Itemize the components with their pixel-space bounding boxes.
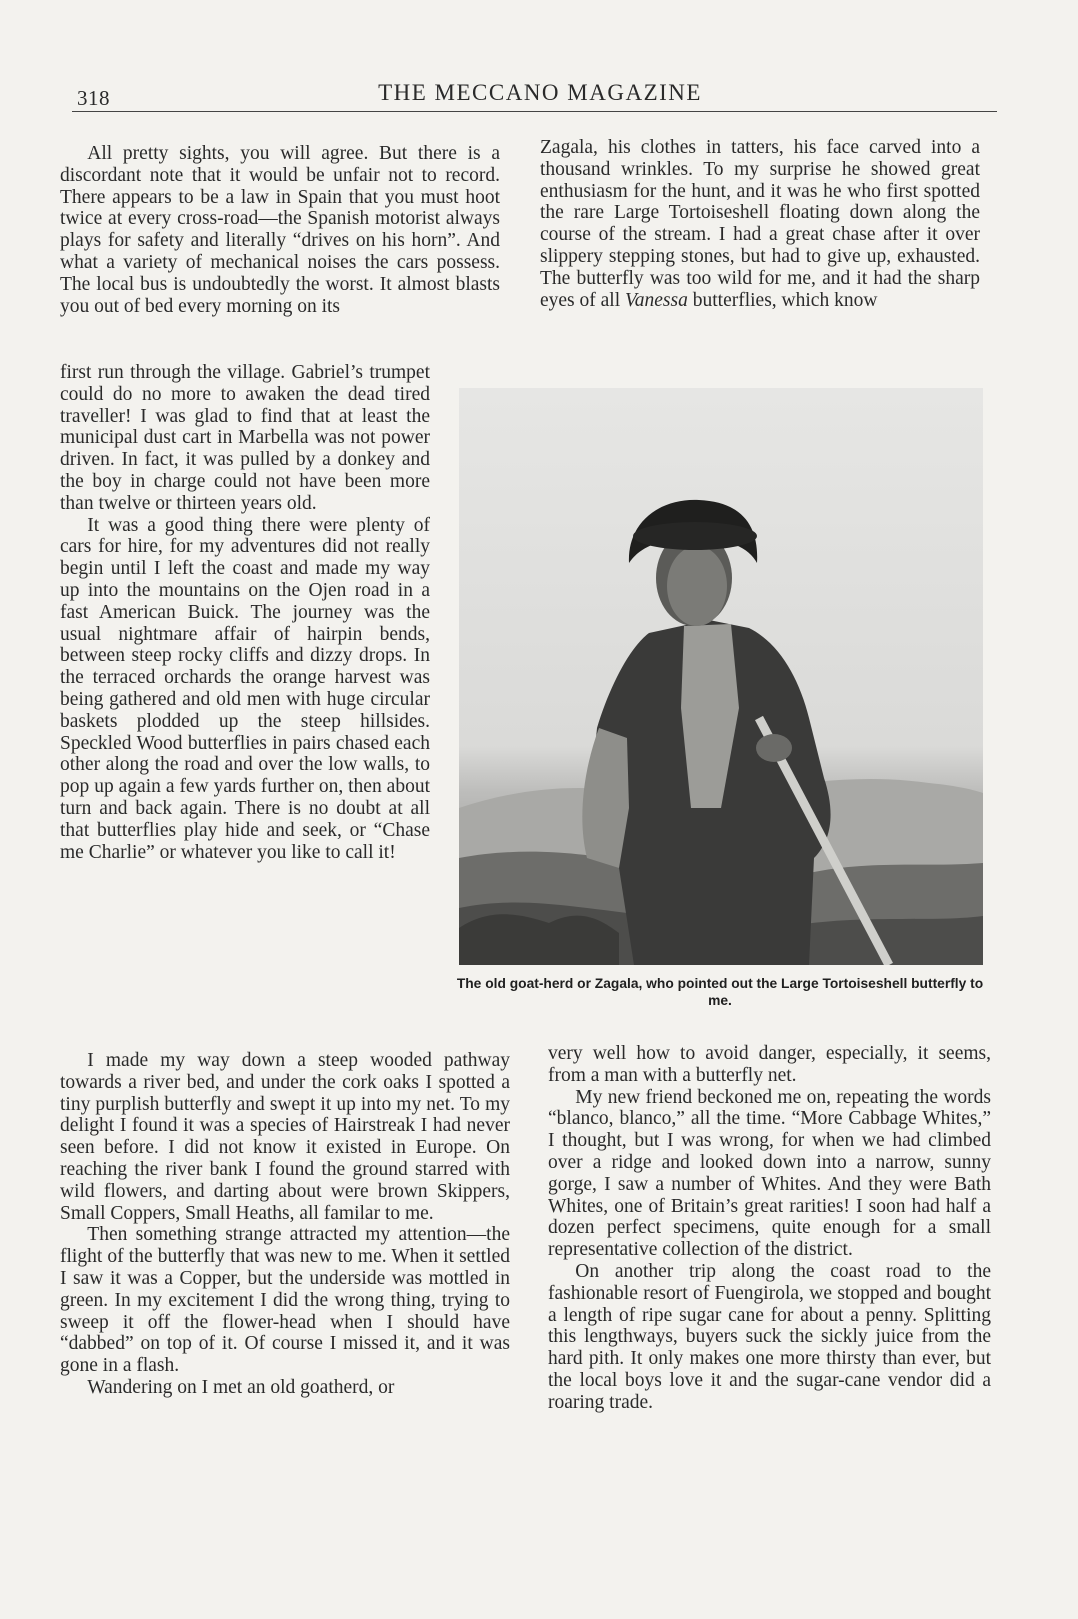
paragraph: very well how to avoid danger, especially, it seems, from a man with a butterfly net.: [548, 1043, 991, 1086]
left-column-narrow: [60, 362, 430, 863]
right-column-bottom: [548, 1043, 991, 1414]
header-rule: [72, 111, 997, 112]
paragraph: It was a good thing there were plenty of cars for hire, for my adventures did not really begin until I left the coast and made my way up into the mountains on the Ojen road in a fast American Buick. The journey was the usual nightmare affair of hairpin bends, between steep rocky cliffs and dizzy drops. In the terraced orchards the orange harvest was being gathered and old men with huge circular baskets plodded up the steep hillsides. Speckled Wood butterflies in pairs chased each other along the road and over the low walls, to pop up again a few yards further on, then about turn and back again. There is no doubt at all that butterflies play hide and seek, or “Chase me Charlie” or whatever you like to call it!: [60, 514, 430, 863]
photo-caption: The old goat-herd or Zagala, who pointed out the Large Tortoiseshell butterfly to me.: [456, 976, 984, 1008]
italic-genus-name: Vanessa: [625, 289, 688, 311]
text-run: butterflies, which know: [692, 289, 878, 311]
paragraph: first run through the village. Gabriel’s trumpet could do no more to awaken the dead tired traveller! I was glad to find that at least the municipal dust cart in Marbella was not power driven. In fact, it was pulled by a donkey and the boy in charge could not have been more than twelve or thirteen years old.: [60, 362, 430, 514]
left-column-top: [60, 143, 500, 317]
photo-illustration: [459, 388, 983, 965]
paragraph: Wandering on I met an old goatherd, or: [87, 1376, 395, 1398]
magazine-title: THE MECCANO MAGAZINE: [378, 80, 702, 105]
paragraph: My new friend beckoned me on, repeating the words “blanco, blanco,” all the time. “More Cabbage Whites,” I thought, but I was wrong, for when we had climbed over a ridge and looked down into a narrow, sunny gorge, I saw a number of Whites. And they were Bath Whites, one of Britain’s great rarities! I soon had half a dozen perfect specimens, quite enough for a small representative collection of the district.: [548, 1086, 991, 1261]
left-column-bottom: [60, 1050, 510, 1399]
text-run: Zagala, his clothes in tatters, his face carved into a thousand wrinkles. To my surprise he showed great enthusiasm for the hunt, and it was he who first spotted the rare Large Tortoiseshell floating down along the course of the stream. I had a great chase after it over slippery stepping stones, but had to give up, exhausted. The butterfly was too wild for me, and it had the sharp eyes of all: [540, 137, 980, 311]
right-column-top: [540, 137, 980, 311]
paragraph: Then something strange attracted my attention—the flight of the butterfly that was new to me. When it settled I saw it was a Copper, but the underside was mottled in green. In my excitement I did the wrong thing, trying to sweep it off the flower-head when I should have “dabbed” on top of it. Of course I missed it, and it was gone in a flash.: [60, 1224, 510, 1377]
paragraph: I made my way down a steep wooded pathway towards a river bed, and under the cork oaks I spotted a tiny purplish butterfly and swept it up into my net. To my delight I found it was a species of Hairstreak I had never seen before. I did not know it existed in Europe. On reaching the river bank I found the ground starred with wild flowers, and darting about were brown Skippers, Small Coppers, Small Heaths, all familar to me.: [60, 1050, 510, 1224]
page-number: 318: [77, 86, 110, 110]
paragraph: All pretty sights, you will agree. But there is a discordant note that it would be unfair not to record. There appears to be a law in Spain that you must hoot twice at every cross-road—the Spanish motorist always plays for safety and literally “drives on his horn”. And what a variety of mechanical noises the cars possess. The local bus is undoubtedly the worst. It almost blasts you out of bed every morning on its: [60, 143, 500, 317]
paragraph: On another trip along the coast road to the fashionable resort of Fuengirola, we stopped and bought a length of ripe sugar cane for about a penny. Splitting this lengthways, buyers suck the sickly juice from the hard pith. It only makes one more thirsty than ever, but the local boys love it and the sugar-cane vendor did a roaring trade.: [548, 1260, 991, 1413]
goatherd-photograph: [459, 388, 983, 965]
paragraph: [540, 137, 980, 311]
